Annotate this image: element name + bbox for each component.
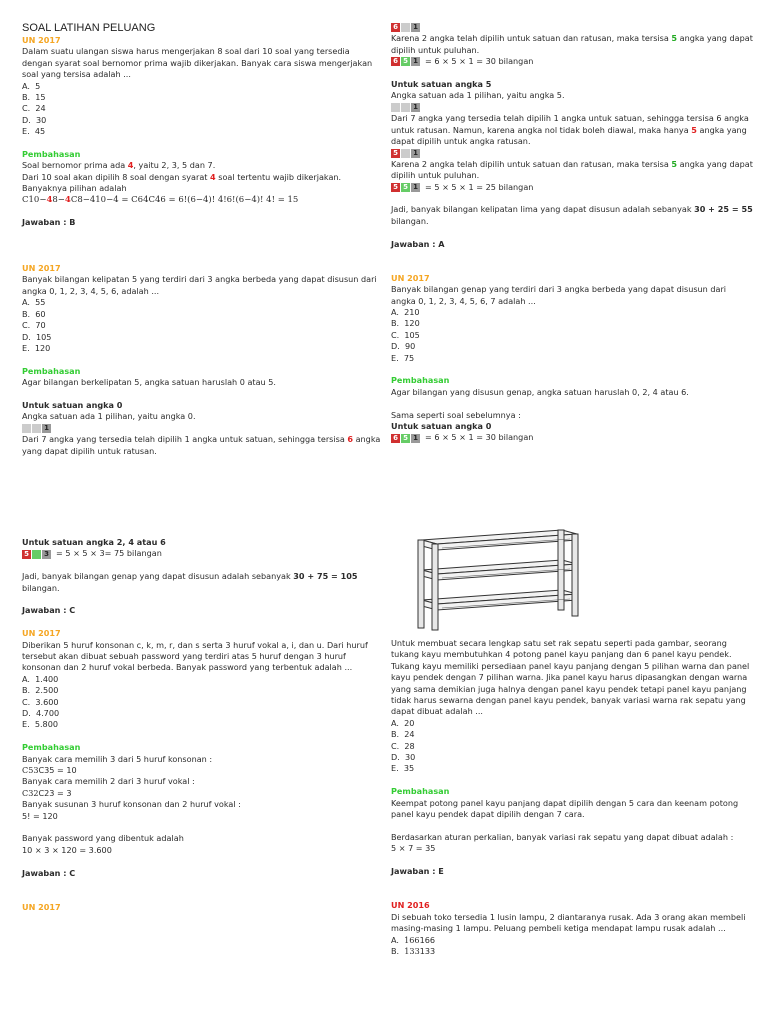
q4-text: Diberikan 5 huruf konsonan c, k, m, r, dan s serta 3 huruf vokal a, i, dan u. Dari huruf tersebut akan dibuat sebuah password yang terdiri atas 5 huruf dengan 3 huruf konsonan dan 2 huruf vokal berbeda. Banyak password yang terbentuk adalah ... [22, 639, 371, 673]
digit-box: 1 [411, 23, 420, 32]
q3-box-row [22, 548, 382, 559]
left-column [22, 22, 382, 457]
q1-year: UN 2017 [22, 35, 61, 45]
digit-box [22, 424, 31, 433]
q2-option-d: D. 105 [22, 331, 52, 342]
q6-option-a: A. 20 [391, 717, 415, 728]
q3-box-row-0 [391, 432, 753, 443]
q6-option-e: E. 35 [391, 763, 415, 774]
q6-option-c: C. 28 [391, 740, 415, 751]
q1-sol3: Banyaknya pilihan adalah [22, 183, 127, 194]
q3-option-e: E. 75 [391, 352, 415, 363]
r-sub5: Untuk satuan angka 5 [391, 78, 492, 89]
digit-box [32, 424, 41, 433]
q4-option-e: E. 5.800 [22, 719, 59, 730]
q4-pembahasan: Pembahasan [22, 742, 81, 753]
q3-answer: Jawaban : C [22, 605, 76, 616]
digit-box [32, 550, 41, 559]
q6-sol3: 5 × 7 = 35 [391, 843, 436, 854]
q4-l1: Banyak cara memilih 3 dari 5 huruf konsonan : [22, 753, 213, 764]
r-t1: Karena 2 angka telah dipilih untuk satuan dan ratusan, maka tersisa 5 angka yang dapat dipilih untuk puluhan. [391, 33, 756, 55]
digit-box: 6 [391, 57, 400, 66]
q4-l3: Banyak cara memilih 2 dari 3 huruf vokal : [22, 776, 195, 787]
q1-text: Dalam suatu ulangan siswa harus mengerjakan 8 soal dari 10 soal yang tersedia dengan syarat soal bernomor prima wajib dikerjakan. Banyak cara siswa mengerjakan soal yang tersisa adalah ... [22, 46, 375, 80]
r-summary: Jadi, banyak bilangan kelipatan lima yang dapat disusun adalah sebanyak 30 + 25 = 55 bilangan. [391, 204, 756, 226]
q4-l4: C32C23 = 3 [22, 787, 72, 798]
q2-box-row [22, 423, 382, 434]
q3-option-a: A. 210 [391, 307, 420, 318]
q2-sol1: Agar bilangan berkelipatan 5, angka satuan haruslah 0 atau 5. [22, 377, 276, 388]
r-box-row-3 [391, 102, 753, 113]
q1-sol1: Soal bernomor prima ada 4, yaitu 2, 3, 5 dan 7. [22, 160, 216, 171]
q4-l8: 10 × 3 × 120 = 3.600 [22, 844, 112, 855]
q2-option-e: E. 120 [22, 342, 51, 353]
right-column-lower [391, 638, 753, 957]
q1-formula: C10−48−4C8−410−4 = C64C46 = 6!(6−4)! 4!6!(6−4)! 4! = 15 [22, 194, 299, 205]
q6-answer: Jawaban : E [391, 866, 444, 877]
q4-option-d: D. 4.700 [22, 708, 60, 719]
q3-sol2: Sama seperti soal sebelumnya : [391, 409, 521, 420]
right-column [391, 22, 756, 444]
digit-box [401, 149, 410, 158]
digit-box [401, 103, 410, 112]
q3-option-c: C. 105 [391, 329, 420, 340]
q3-eq: = 5 × 5 × 3= 75 bilangan [56, 548, 162, 559]
q2-text: Banyak bilangan kelipatan 5 yang terdiri dari 3 angka berbeda yang dapat disusun dari angka 0, 1, 2, 3, 4, 5, 6, adalah ... [22, 274, 380, 296]
q4-l2: C53C35 = 10 [22, 765, 77, 776]
shoe-rack-image [412, 522, 584, 632]
q2-option-a: A. 55 [22, 297, 46, 308]
digit-box: 5 [22, 550, 31, 559]
q2-sol2: Dari 7 angka yang tersedia telah dipilih 1 angka untuk satuan, sehingga tersisa 6 angka yang dapat dipilih untuk ratusan. [22, 434, 383, 456]
q4-l6: 5! = 120 [22, 810, 58, 821]
q6-pembahasan: Pembahasan [391, 786, 450, 797]
q1-option-c: C. 24 [22, 103, 46, 114]
q6-sol2: Berdasarkan aturan perkalian, banyak variasi rak sepatu yang dapat dibuat adalah : [391, 831, 734, 842]
r-eq1: = 6 × 5 × 1 = 30 bilangan [425, 56, 534, 67]
q2-year: UN 2017 [22, 263, 61, 274]
q4-option-c: C. 3.600 [22, 696, 59, 707]
digit-box: 1 [411, 57, 420, 66]
digit-box: 5 [391, 183, 400, 192]
q4-year: UN 2017 [22, 628, 61, 639]
q3-eq0: = 6 × 5 × 1 = 30 bilangan [425, 432, 534, 443]
q4-l7: Banyak password yang dibentuk adalah [22, 833, 184, 844]
q5-year: UN 2017 [22, 901, 61, 912]
digit-box: 1 [42, 424, 51, 433]
digit-box: 6 [391, 434, 400, 443]
q6-option-b: B. 24 [391, 729, 415, 740]
digit-box [401, 23, 410, 32]
r-t2: Dari 7 angka yang tersedia telah dipilih 1 angka untuk satuan, sehingga tersisa 6 angka untuk ratusan. Namun, karena angka nol tidak boleh diawal, maka hanya 5 angka yang dapat dipilih untuk angka ratusan. [391, 113, 752, 146]
digit-box: 5 [391, 149, 400, 158]
digit-box [391, 103, 400, 112]
q2-sub0-text: Angka satuan ada 1 pilihan, yaitu angka 0. [22, 411, 196, 422]
q1-option-e: E. 45 [22, 126, 46, 137]
q1-option-d: D. 30 [22, 114, 47, 125]
digit-box: 5 [401, 57, 410, 66]
q3-pembahasan: Pembahasan [391, 375, 450, 386]
digit-box: 1 [411, 183, 420, 192]
q4-option-b: B. 2.500 [22, 685, 59, 696]
left-column-lower [22, 537, 382, 913]
q1-option-b: B. 15 [22, 92, 46, 103]
r-eq2: = 5 × 5 × 1 = 25 bilangan [425, 181, 534, 192]
q6-text: Untuk membuat secara lengkap satu set rak sepatu seperti pada gambar, seorang tukang kayu membutuhkan 4 potong panel kayu panjang dan 6 panel kayu pendek. Tukang kayu memiliki persediaan panel kayu panjang dengan 5 pilihan warna dan panel kayu pendek dengan 7 pilihan warna. Jika panel kayu harus dipasangkan dengan warna yang sama demikian juga halnya dengan panel kayu pendek tetapi panel kayu panjang tidak harus sewarna dengan panel kayu pendek, banyak variasi warna rak sepatu yang dapat dibuat adalah ... [391, 638, 752, 717]
q3-sub-246: Untuk satuan angka 2, 4 atau 6 [22, 537, 166, 547]
r-answer-a: Jawaban : A [391, 238, 445, 249]
r-sub5-text: Angka satuan ada 1 pilihan, yaitu angka 5. [391, 90, 565, 101]
r-box-row-5 [391, 182, 753, 193]
digit-box: 1 [411, 103, 420, 112]
digit-box: 5 [401, 183, 410, 192]
q4-answer: Jawaban : C [22, 867, 76, 878]
q1-pembahasan: Pembahasan [22, 149, 81, 160]
q7-option-a: A. 166166 [391, 934, 436, 945]
q3-summary: Jadi, banyak bilangan genap yang dapat disusun adalah sebanyak 30 + 75 = 105 bilangan. [22, 571, 361, 593]
q1-answer: Jawaban : B [22, 217, 76, 228]
r-box-row-2 [391, 56, 753, 67]
q3-text: Banyak bilangan genap yang terdiri dari 3 angka berbeda yang dapat disusun dari angka 0, 1, 2, 3, 4, 5, 6, 7 adalah ... [391, 284, 729, 306]
q3-option-d: D. 90 [391, 341, 416, 352]
q7-year: UN 2016 [391, 900, 430, 911]
q3-year: UN 2017 [391, 272, 430, 283]
q2-option-b: B. 60 [22, 308, 46, 319]
q6-sol1: Keempat potong panel kayu panjang dapat dipilih dengan 5 cara dan keenam potong panel kayu pendek dapat dipilih dengan 7 cara. [391, 797, 741, 820]
q1-sol2: Dari 10 soal akan dipilih 8 soal dengan syarat 4 soal tertentu wajib dikerjakan. [22, 171, 342, 182]
q3-option-b: B. 120 [391, 318, 420, 329]
q7-text: Di sebuah toko tersedia 1 lusin lampu, 2 diantaranya rusak. Ada 3 orang akan membeli masing-masing 1 lampu. Peluang pembeli ketiga mendapat lampu rusak adalah ... [391, 911, 749, 934]
q6-option-d: D. 30 [391, 752, 416, 763]
q7-option-b: B. 133133 [391, 945, 436, 956]
digit-box: 6 [391, 23, 400, 32]
page-title: SOAL LATIHAN PELUANG [22, 22, 156, 34]
q4-l5: Banyak susunan 3 huruf konsonan dan 2 huruf vokal : [22, 799, 241, 810]
digit-box: 3 [42, 550, 51, 559]
r-t3: Karena 2 angka telah dipilih untuk satuan dan ratusan, maka tersisa 5 angka yang dapat dipilih untuk puluhan. [391, 158, 756, 181]
digit-box: 5 [401, 434, 410, 443]
q1-option-a: A. 5 [22, 80, 41, 91]
digit-box: 1 [411, 434, 420, 443]
q2-option-c: C. 70 [22, 320, 46, 331]
r-box-row-1 [391, 22, 753, 33]
r-box-row-4 [391, 147, 753, 158]
q2-sub0: Untuk satuan angka 0 [22, 399, 123, 410]
digit-box: 1 [411, 149, 420, 158]
q2-pembahasan: Pembahasan [22, 365, 81, 376]
q3-sub0: Untuk satuan angka 0 [391, 421, 492, 432]
q4-option-a: A. 1.400 [22, 673, 59, 684]
q3-sol1: Agar bilangan yang disusun genap, angka satuan haruslah 0, 2, 4 atau 6. [391, 386, 689, 397]
